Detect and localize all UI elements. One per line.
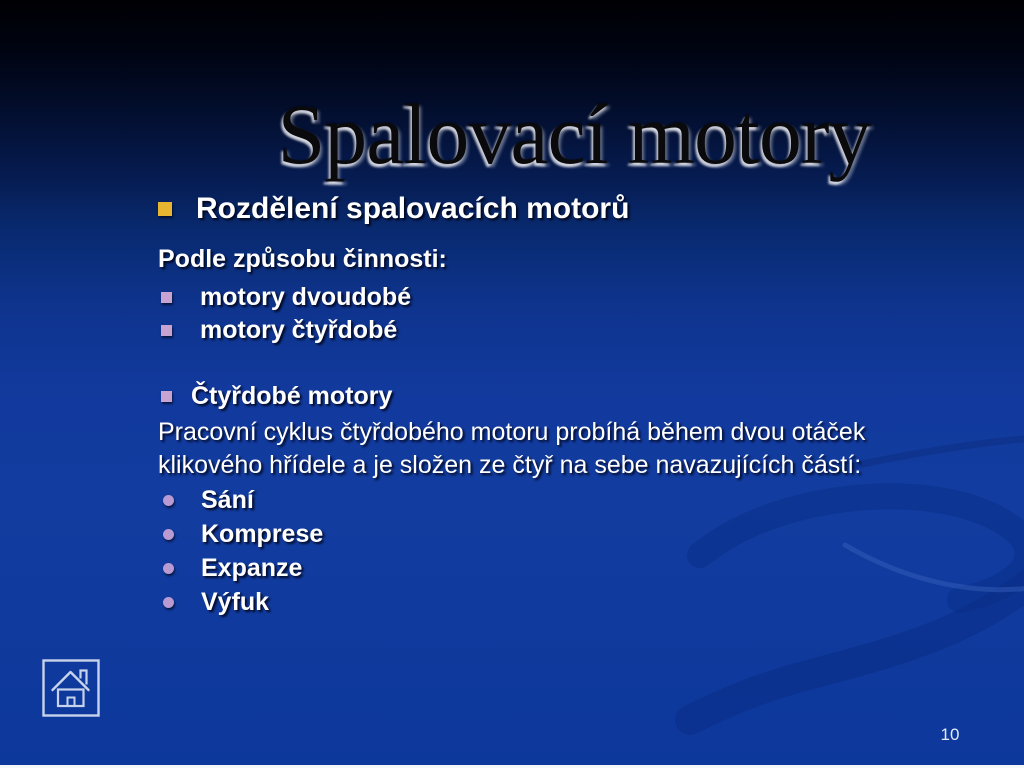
list-item xyxy=(163,486,254,515)
list-item-label: motory čtyřdobé xyxy=(200,316,398,344)
round-bullet-icon xyxy=(163,563,174,574)
subheading-label: Podle způsobu činnosti: xyxy=(158,245,447,273)
square-bullet-icon xyxy=(161,391,172,402)
round-bullet-icon xyxy=(163,597,174,608)
heading-row xyxy=(158,192,629,226)
square-bullet-icon xyxy=(158,202,172,216)
list-item xyxy=(163,554,302,583)
section-heading-label: Čtyřdobé motory xyxy=(191,382,393,410)
square-bullet-icon xyxy=(161,325,172,336)
list-item-label: motory dvoudobé xyxy=(200,283,412,311)
page-number: 10 xyxy=(940,725,960,744)
slide-title: Spalovací motory xyxy=(277,86,871,182)
list-item-label: Expanze xyxy=(201,554,303,582)
home-icon xyxy=(42,659,100,717)
list-item xyxy=(163,520,323,549)
list-item xyxy=(163,588,269,617)
paragraph-line: klikového hřídele a je složen ze čtyř na sebe navazujících částí: xyxy=(158,451,862,479)
round-bullet-icon xyxy=(163,529,174,540)
square-bullet-icon xyxy=(161,292,172,303)
list-item xyxy=(161,316,397,345)
heading-label: Rozdělení spalovacích motorů xyxy=(196,192,630,225)
section-heading-row xyxy=(161,382,392,411)
list-item-label: Sání xyxy=(201,486,254,514)
home-button[interactable] xyxy=(42,659,100,717)
list-item-label: Výfuk xyxy=(201,588,270,616)
round-bullet-icon xyxy=(163,495,174,506)
list-item xyxy=(161,283,411,312)
list-item-label: Komprese xyxy=(201,520,324,548)
paragraph-line: Pracovní cyklus čtyřdobého motoru probíhá během dvou otáček xyxy=(158,418,866,446)
